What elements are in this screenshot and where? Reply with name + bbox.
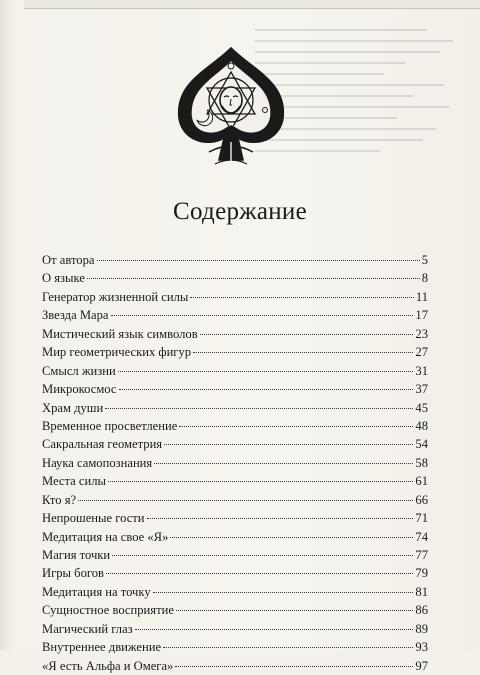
toc-entry-page-number: 27 (415, 345, 428, 360)
toc-dot-leader (111, 315, 414, 316)
toc-dot-leader (112, 555, 413, 556)
toc-entry (42, 583, 428, 601)
toc-dot-leader (118, 371, 414, 372)
toc-entry-title: Медитация на точку (42, 584, 151, 599)
toc-entry (42, 325, 428, 343)
toc-entry-page-number: 31 (415, 363, 428, 378)
toc-entry (42, 251, 428, 269)
toc-entry (42, 491, 428, 509)
toc-dot-leader (164, 444, 413, 445)
toc-entry-page-number: 61 (415, 474, 428, 489)
toc-entry (42, 380, 428, 398)
toc-entry (42, 435, 428, 453)
toc-dot-leader (200, 334, 414, 335)
toc-entry-title: Непрошеные гости (42, 511, 145, 526)
toc-dot-leader (97, 260, 420, 261)
toc-dot-leader (106, 573, 413, 574)
toc-entry (42, 620, 428, 638)
toc-entry-title: Мир геометрических фигур (42, 345, 192, 360)
toc-dot-leader (87, 278, 420, 279)
toc-entry-title: Сакральная геометрия (42, 437, 163, 452)
toc-entry (42, 288, 428, 306)
toc-entry (42, 657, 428, 675)
toc-entry-title: О языке (42, 271, 85, 286)
toc-entry (42, 564, 428, 582)
toc-entry (42, 638, 428, 656)
toc-entry-page-number: 48 (415, 418, 428, 433)
toc-dot-leader (154, 463, 413, 464)
toc-entry-title: От автора (42, 253, 95, 267)
toc-entry-title: Сущностное восприятие (42, 603, 174, 618)
toc-entry-page-number: 93 (415, 640, 428, 655)
toc-entry-page-number: 79 (415, 566, 428, 581)
toc-dot-leader (105, 408, 413, 409)
toc-dot-leader (135, 629, 414, 630)
toc-dot-leader (170, 537, 413, 538)
toc-dot-leader (179, 426, 413, 427)
toc-entry-title: Магический глаз (42, 621, 133, 636)
toc-entry (42, 399, 428, 417)
toc-dot-leader (153, 592, 414, 593)
toc-dot-leader (193, 352, 413, 353)
toc-entry-title: Микрокосмос (42, 382, 117, 397)
toc-entry-title: Кто я? (42, 492, 77, 507)
table-of-contents (42, 251, 428, 675)
toc-dot-leader (175, 666, 413, 667)
toc-entry (42, 269, 428, 287)
toc-entry-title: Временное просветление (42, 418, 178, 433)
toc-dot-leader (119, 389, 414, 390)
toc-dot-leader (147, 518, 414, 519)
spade-emblem-icon (169, 42, 293, 170)
toc-dot-leader (190, 297, 413, 298)
toc-entry-page-number: 8 (421, 271, 428, 286)
toc-entry-page-number: 54 (415, 437, 428, 452)
toc-entry-title: Генератор жизненной силы (42, 289, 189, 304)
toc-entry-page-number: 37 (415, 382, 428, 397)
toc-entry-title: Мистический язык символов (42, 326, 198, 341)
toc-entry-page-number: 58 (415, 455, 428, 470)
toc-entry-page-number: 17 (415, 308, 428, 323)
toc-dot-leader (108, 481, 413, 482)
toc-entry (42, 546, 428, 564)
toc-entry-title: Медитация на свое «Я» (42, 529, 169, 544)
toc-entry-page-number: 11 (415, 289, 428, 304)
toc-entry (42, 528, 428, 546)
toc-dot-leader (163, 647, 413, 648)
toc-entry-page-number: 77 (415, 548, 428, 562)
toc-entry (42, 454, 428, 472)
toc-entry (42, 509, 428, 527)
toc-entry-title: Смысл жизни (42, 363, 116, 378)
page-top-edge (24, 0, 480, 9)
toc-entry-title: «Я есть Альфа и Омега» (42, 658, 174, 673)
toc-entry-page-number: 97 (415, 658, 428, 673)
toc-entry (42, 306, 428, 324)
toc-entry (42, 417, 428, 435)
toc-entry-title: Звезда Мара (42, 308, 109, 323)
toc-entry-page-number: 81 (415, 584, 428, 599)
toc-entry-page-number: 89 (415, 621, 428, 636)
toc-entry-page-number: 86 (415, 603, 428, 618)
toc-entry-page-number: 23 (415, 326, 428, 341)
toc-entry (42, 601, 428, 619)
toc-dot-leader (176, 610, 413, 611)
toc-entry (42, 343, 428, 361)
toc-entry-title: Места силы (42, 474, 106, 489)
toc-entry-title: Наука самопознания (42, 455, 153, 470)
toc-entry-title: Игры богов (42, 566, 104, 581)
toc-dot-leader (78, 500, 413, 501)
toc-entry-title: Храм души (42, 400, 104, 415)
toc-entry (42, 472, 428, 490)
page-title: Содержание (173, 198, 307, 225)
toc-entry-page-number: 71 (415, 511, 428, 526)
toc-entry-title: Магия точки (42, 548, 111, 562)
toc-entry-page-number: 5 (421, 253, 428, 267)
toc-entry-page-number: 45 (415, 400, 428, 415)
toc-entry-page-number: 74 (415, 529, 428, 544)
toc-entry-title: Внутреннее движение (42, 640, 162, 655)
toc-entry (42, 362, 428, 380)
toc-entry-page-number: 66 (415, 492, 428, 507)
